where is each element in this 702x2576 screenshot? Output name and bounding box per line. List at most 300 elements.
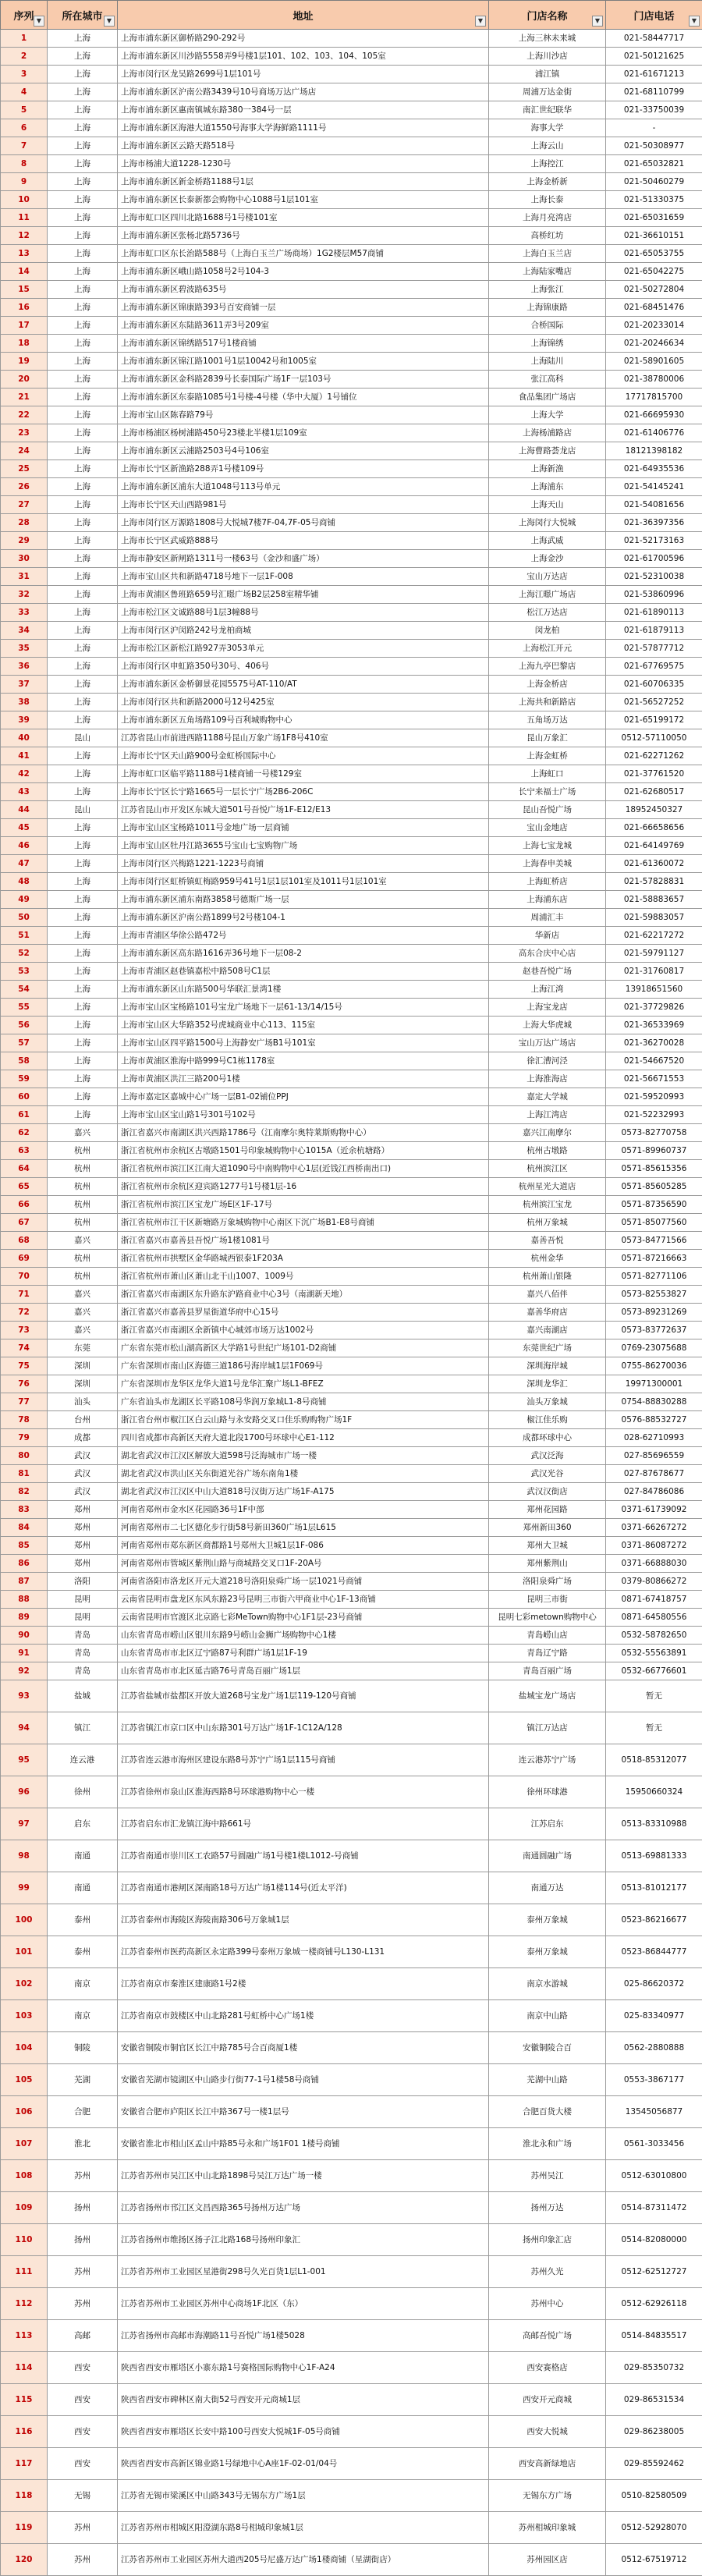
table-row[interactable] bbox=[1, 909, 702, 927]
cell-store-name[interactable]: 嘉定大学城 bbox=[489, 1088, 606, 1106]
table-row[interactable] bbox=[1, 1840, 702, 1872]
cell-store-phone[interactable]: 021-60706335 bbox=[606, 676, 702, 694]
cell-store-phone[interactable]: 021-67769575 bbox=[606, 658, 702, 676]
cell-city[interactable]: 芜湖 bbox=[48, 2064, 118, 2096]
cell-serial[interactable]: 20 bbox=[1, 371, 48, 389]
cell-store-name[interactable]: 赵巷吾悦广场 bbox=[489, 963, 606, 981]
table-row[interactable] bbox=[1, 1339, 702, 1357]
cell-city[interactable]: 镇江 bbox=[48, 1712, 118, 1744]
cell-city[interactable]: 上海 bbox=[48, 245, 118, 263]
cell-store-name[interactable]: 上海新渔 bbox=[489, 460, 606, 478]
cell-city[interactable]: 西安 bbox=[48, 2384, 118, 2416]
cell-store-phone[interactable]: 021-51330375 bbox=[606, 191, 702, 209]
cell-city[interactable]: 盐城 bbox=[48, 1680, 118, 1712]
cell-city[interactable]: 杭州 bbox=[48, 1268, 118, 1286]
cell-store-phone[interactable]: 0561-3033456 bbox=[606, 2128, 702, 2160]
cell-store-phone[interactable]: 021-65031659 bbox=[606, 209, 702, 227]
table-row[interactable] bbox=[1, 1645, 702, 1662]
cell-serial[interactable]: 54 bbox=[1, 981, 48, 999]
cell-store-phone[interactable]: 0571-85077560 bbox=[606, 1214, 702, 1232]
cell-store-phone[interactable]: 0512-62512727 bbox=[606, 2256, 702, 2288]
cell-serial[interactable]: 36 bbox=[1, 658, 48, 676]
table-row[interactable] bbox=[1, 801, 702, 819]
cell-store-phone[interactable]: 0514-87311472 bbox=[606, 2192, 702, 2224]
table-row[interactable] bbox=[1, 1936, 702, 1968]
filter-dropdown-icon[interactable]: ▼ bbox=[592, 16, 603, 27]
cell-store-name[interactable]: 苏州相城印象城 bbox=[489, 2512, 606, 2544]
cell-store-name[interactable]: 上海浦东店 bbox=[489, 891, 606, 909]
cell-store-phone[interactable]: 021-50121625 bbox=[606, 48, 702, 66]
cell-serial[interactable]: 94 bbox=[1, 1712, 48, 1744]
cell-serial[interactable]: 19 bbox=[1, 353, 48, 371]
cell-city[interactable]: 上海 bbox=[48, 622, 118, 640]
cell-city[interactable]: 南通 bbox=[48, 1872, 118, 1904]
cell-city[interactable]: 上海 bbox=[48, 406, 118, 424]
cell-store-phone[interactable]: 0532-66776601 bbox=[606, 1662, 702, 1680]
cell-store-name[interactable]: 上海控江 bbox=[489, 155, 606, 173]
cell-city[interactable]: 上海 bbox=[48, 137, 118, 155]
cell-store-name[interactable]: 上海大学 bbox=[489, 406, 606, 424]
table-row[interactable] bbox=[1, 263, 702, 281]
cell-store-name[interactable]: 张江高科 bbox=[489, 371, 606, 389]
cell-address[interactable]: 江苏省泰州市医药高新区永定路399号泰州万象城一楼商铺号L130-L131 bbox=[118, 1936, 489, 1968]
cell-address[interactable]: 江苏省苏州市相城区阳澄湖东路8号相城印象城1层 bbox=[118, 2512, 489, 2544]
cell-city[interactable]: 上海 bbox=[48, 1106, 118, 1124]
table-row[interactable] bbox=[1, 855, 702, 873]
cell-store-name[interactable]: 徐州环球港 bbox=[489, 1776, 606, 1808]
cell-address[interactable]: 湖北省武汉市江汉区中山大道818号汉街万达广场1F-A175 bbox=[118, 1483, 489, 1501]
cell-store-phone[interactable]: 021-52232993 bbox=[606, 1106, 702, 1124]
cell-address[interactable]: 上海市浦东新区沪南公路1899号2号楼104-1 bbox=[118, 909, 489, 927]
cell-city[interactable]: 昆明 bbox=[48, 1609, 118, 1627]
cell-address[interactable]: 上海市闵行区万源路1808号大悦城7楼7F-04,7F-05号商铺 bbox=[118, 514, 489, 532]
cell-city[interactable]: 昆山 bbox=[48, 801, 118, 819]
table-row[interactable] bbox=[1, 1322, 702, 1339]
table-row[interactable] bbox=[1, 2288, 702, 2320]
cell-store-name[interactable]: 周浦汇丰 bbox=[489, 909, 606, 927]
table-row[interactable] bbox=[1, 48, 702, 66]
cell-address[interactable]: 山东省青岛市市北区辽宁路87号利群广场1层1F-19 bbox=[118, 1645, 489, 1662]
cell-address[interactable]: 上海市宝山区大华路352号虎城商业中心113、115室 bbox=[118, 1017, 489, 1034]
cell-store-name[interactable]: 上海金沙 bbox=[489, 550, 606, 568]
cell-address[interactable]: 浙江省嘉兴市南湖区余新镇中心城郊市场万达1002号 bbox=[118, 1322, 489, 1339]
cell-city[interactable]: 嘉兴 bbox=[48, 1286, 118, 1304]
cell-address[interactable]: 上海市静安区新闸路1311号一楼63号（金沙和盛广场） bbox=[118, 550, 489, 568]
cell-store-name[interactable]: 杭州金华 bbox=[489, 1250, 606, 1268]
cell-store-phone[interactable]: 021-66658656 bbox=[606, 819, 702, 837]
table-row[interactable] bbox=[1, 945, 702, 963]
cell-serial[interactable]: 24 bbox=[1, 442, 48, 460]
cell-store-phone[interactable]: 0769-23075688 bbox=[606, 1339, 702, 1357]
table-row[interactable] bbox=[1, 532, 702, 550]
cell-city[interactable]: 上海 bbox=[48, 658, 118, 676]
cell-store-phone[interactable]: 021-20246634 bbox=[606, 335, 702, 353]
cell-store-phone[interactable]: 0518-85312077 bbox=[606, 1744, 702, 1776]
cell-store-phone[interactable]: 021-54667520 bbox=[606, 1052, 702, 1070]
cell-address[interactable]: 江苏省南京市鼓楼区中山北路281号虹桥中心广场1楼 bbox=[118, 2000, 489, 2032]
cell-serial[interactable]: 17 bbox=[1, 317, 48, 335]
table-row[interactable] bbox=[1, 1609, 702, 1627]
cell-store-phone[interactable]: 021-59791127 bbox=[606, 945, 702, 963]
cell-address[interactable]: 上海市长宁区天山路900号金虹桥国际中心 bbox=[118, 747, 489, 765]
cell-address[interactable]: 上海市浦东新区东陆路3611弄3号209室 bbox=[118, 317, 489, 335]
table-row[interactable] bbox=[1, 1712, 702, 1744]
cell-serial[interactable]: 95 bbox=[1, 1744, 48, 1776]
cell-city[interactable]: 苏州 bbox=[48, 2160, 118, 2192]
cell-serial[interactable]: 6 bbox=[1, 119, 48, 137]
cell-store-phone[interactable]: 021-56671553 bbox=[606, 1070, 702, 1088]
cell-address[interactable]: 上海市长宁区长宁路1665号一层长宁广场2B6-206C bbox=[118, 783, 489, 801]
cell-address[interactable]: 上海市浦东新区浦东南路3858号德斯广场一层 bbox=[118, 891, 489, 909]
cell-city[interactable]: 武汉 bbox=[48, 1465, 118, 1483]
cell-store-name[interactable]: 西安大悦城 bbox=[489, 2416, 606, 2448]
cell-city[interactable]: 上海 bbox=[48, 532, 118, 550]
cell-store-name[interactable]: 昆明七彩metown购物中心 bbox=[489, 1609, 606, 1627]
cell-serial[interactable]: 91 bbox=[1, 1645, 48, 1662]
cell-store-phone[interactable]: 028-62710993 bbox=[606, 1429, 702, 1447]
table-row[interactable] bbox=[1, 1429, 702, 1447]
cell-serial[interactable]: 22 bbox=[1, 406, 48, 424]
cell-store-name[interactable]: 郑州大卫城 bbox=[489, 1537, 606, 1555]
cell-address[interactable]: 上海市浦东新区云路天路518号 bbox=[118, 137, 489, 155]
cell-address[interactable]: 浙江省杭州市滨江区江南大道1090号中南购物中心1层(近钱江西桥南出口) bbox=[118, 1160, 489, 1178]
cell-city[interactable]: 上海 bbox=[48, 927, 118, 945]
cell-address[interactable]: 上海市闵行区沪闵路242号龙柏商城 bbox=[118, 622, 489, 640]
cell-serial[interactable]: 33 bbox=[1, 604, 48, 622]
table-row[interactable] bbox=[1, 2384, 702, 2416]
cell-store-phone[interactable]: 021-50460279 bbox=[606, 173, 702, 191]
cell-address[interactable]: 浙江省杭州市江干区新塘路万象城购物中心南区下沉广场B1-E8号商铺 bbox=[118, 1214, 489, 1232]
table-row[interactable] bbox=[1, 676, 702, 694]
table-row[interactable] bbox=[1, 658, 702, 676]
cell-city[interactable]: 西安 bbox=[48, 2416, 118, 2448]
cell-store-phone[interactable]: 021-36270028 bbox=[606, 1034, 702, 1052]
cell-city[interactable]: 嘉兴 bbox=[48, 1232, 118, 1250]
cell-store-phone[interactable]: 0371-61739092 bbox=[606, 1501, 702, 1519]
cell-store-name[interactable]: 成都环球中心 bbox=[489, 1429, 606, 1447]
cell-serial[interactable]: 55 bbox=[1, 999, 48, 1017]
cell-serial[interactable]: 51 bbox=[1, 927, 48, 945]
cell-serial[interactable]: 109 bbox=[1, 2192, 48, 2224]
cell-city[interactable]: 杭州 bbox=[48, 1142, 118, 1160]
cell-serial[interactable]: 15 bbox=[1, 281, 48, 299]
cell-address[interactable]: 上海市宝山区共和新路4718号地下一层1F-008 bbox=[118, 568, 489, 586]
cell-address[interactable]: 云南省昆明市官渡区北京路七彩MeTown购物中心1F1层-23号商铺 bbox=[118, 1609, 489, 1627]
cell-address[interactable]: 陕西省西安市雁塔区长安中路100号西安大悦城1F-05号商铺 bbox=[118, 2416, 489, 2448]
cell-store-phone[interactable]: 0573-89231269 bbox=[606, 1304, 702, 1322]
cell-store-phone[interactable]: 0573-83772637 bbox=[606, 1322, 702, 1339]
cell-store-name[interactable]: 深圳龙华汇 bbox=[489, 1375, 606, 1393]
cell-address[interactable]: 上海市虹口区临平路1188号1楼商铺一号楼129室 bbox=[118, 765, 489, 783]
cell-store-phone[interactable]: 暂无 bbox=[606, 1680, 702, 1712]
table-row[interactable] bbox=[1, 1627, 702, 1645]
cell-city[interactable]: 上海 bbox=[48, 783, 118, 801]
cell-address[interactable]: 上海市浦东新区东泰路1085号1号楼-4号楼（华中大厦）1号铺位 bbox=[118, 389, 489, 406]
cell-store-phone[interactable]: 0513-81012177 bbox=[606, 1872, 702, 1904]
cell-store-phone[interactable]: 021-59883057 bbox=[606, 909, 702, 927]
cell-city[interactable]: 上海 bbox=[48, 945, 118, 963]
cell-store-name[interactable]: 武汉汉街店 bbox=[489, 1483, 606, 1501]
cell-city[interactable]: 上海 bbox=[48, 909, 118, 927]
table-row[interactable] bbox=[1, 1214, 702, 1232]
cell-city[interactable]: 上海 bbox=[48, 155, 118, 173]
cell-city[interactable]: 上海 bbox=[48, 604, 118, 622]
cell-address[interactable]: 山东省青岛市市北区延吉路76号青岛百丽广场1层 bbox=[118, 1662, 489, 1680]
cell-address[interactable]: 江苏省昆山市开发区东城大道501号吾悦广场1F-E12/E13 bbox=[118, 801, 489, 819]
cell-serial[interactable]: 88 bbox=[1, 1591, 48, 1609]
cell-serial[interactable]: 56 bbox=[1, 1017, 48, 1034]
cell-serial[interactable]: 25 bbox=[1, 460, 48, 478]
table-row[interactable] bbox=[1, 1142, 702, 1160]
table-row[interactable] bbox=[1, 1680, 702, 1712]
cell-serial[interactable]: 116 bbox=[1, 2416, 48, 2448]
cell-store-phone[interactable]: 0371-66888030 bbox=[606, 1555, 702, 1573]
table-row[interactable] bbox=[1, 30, 702, 48]
table-row[interactable] bbox=[1, 1124, 702, 1142]
table-row[interactable] bbox=[1, 1178, 702, 1196]
cell-store-phone[interactable]: 18952450327 bbox=[606, 801, 702, 819]
cell-city[interactable]: 上海 bbox=[48, 30, 118, 48]
table-row[interactable] bbox=[1, 1483, 702, 1501]
cell-store-phone[interactable]: 0514-82080000 bbox=[606, 2224, 702, 2256]
cell-serial[interactable]: 102 bbox=[1, 1968, 48, 2000]
cell-address[interactable]: 上海市浦东新区长泰新都会购物中心1088号1层101室 bbox=[118, 191, 489, 209]
table-row[interactable] bbox=[1, 1555, 702, 1573]
cell-city[interactable]: 扬州 bbox=[48, 2192, 118, 2224]
cell-address[interactable]: 浙江省杭州市余杭区迎宾路1277号1号楼1层-16 bbox=[118, 1178, 489, 1196]
cell-store-phone[interactable]: 021-52310038 bbox=[606, 568, 702, 586]
cell-address[interactable]: 上海市青浦区华徐公路472号 bbox=[118, 927, 489, 945]
cell-serial[interactable]: 40 bbox=[1, 729, 48, 747]
cell-address[interactable]: 四川省成都市高新区天府大道北段1700号环球中心E1-112 bbox=[118, 1429, 489, 1447]
cell-store-phone[interactable]: 021-36397356 bbox=[606, 514, 702, 532]
cell-city[interactable]: 上海 bbox=[48, 837, 118, 855]
cell-serial[interactable]: 118 bbox=[1, 2480, 48, 2512]
cell-store-phone[interactable]: 13545056877 bbox=[606, 2096, 702, 2128]
cell-serial[interactable]: 115 bbox=[1, 2384, 48, 2416]
cell-city[interactable]: 嘉兴 bbox=[48, 1322, 118, 1339]
cell-serial[interactable]: 75 bbox=[1, 1357, 48, 1375]
table-row[interactable] bbox=[1, 1017, 702, 1034]
cell-city[interactable]: 上海 bbox=[48, 568, 118, 586]
table-row[interactable] bbox=[1, 1591, 702, 1609]
cell-store-phone[interactable]: 021-38780006 bbox=[606, 371, 702, 389]
cell-city[interactable]: 青岛 bbox=[48, 1627, 118, 1645]
cell-store-phone[interactable]: 027-85696559 bbox=[606, 1447, 702, 1465]
table-row[interactable] bbox=[1, 1393, 702, 1411]
cell-address[interactable]: 上海市浦东新区锦江路1001号1层10042号和1005室 bbox=[118, 353, 489, 371]
cell-store-phone[interactable]: 0571-85615356 bbox=[606, 1160, 702, 1178]
cell-store-phone[interactable]: 19971300001 bbox=[606, 1375, 702, 1393]
cell-store-phone[interactable]: 0514-84835517 bbox=[606, 2320, 702, 2352]
cell-address[interactable]: 上海市浦东新区山东路500号华联汇景湾1楼 bbox=[118, 981, 489, 999]
cell-address[interactable]: 河南省郑州市金水区花园路36号1F中部 bbox=[118, 1501, 489, 1519]
cell-serial[interactable]: 119 bbox=[1, 2512, 48, 2544]
cell-city[interactable]: 上海 bbox=[48, 66, 118, 83]
cell-city[interactable]: 上海 bbox=[48, 191, 118, 209]
cell-store-phone[interactable]: 021-61700596 bbox=[606, 550, 702, 568]
cell-serial[interactable]: 108 bbox=[1, 2160, 48, 2192]
cell-store-phone[interactable]: 021-61879113 bbox=[606, 622, 702, 640]
cell-serial[interactable]: 3 bbox=[1, 66, 48, 83]
cell-store-phone[interactable]: 021-53860996 bbox=[606, 586, 702, 604]
cell-store-name[interactable]: 南汇世纪联华 bbox=[489, 101, 606, 119]
cell-address[interactable]: 上海市闵行区申虹路350号30号、406号 bbox=[118, 658, 489, 676]
cell-city[interactable]: 杭州 bbox=[48, 1196, 118, 1214]
cell-serial[interactable]: 112 bbox=[1, 2288, 48, 2320]
cell-store-phone[interactable]: 021-64935536 bbox=[606, 460, 702, 478]
cell-store-phone[interactable]: 021-65042275 bbox=[606, 263, 702, 281]
cell-city[interactable]: 上海 bbox=[48, 173, 118, 191]
cell-address[interactable]: 江苏省无锡市梁溪区中山路343号无锡东方广场1层 bbox=[118, 2480, 489, 2512]
cell-serial[interactable]: 71 bbox=[1, 1286, 48, 1304]
cell-city[interactable]: 上海 bbox=[48, 981, 118, 999]
cell-store-name[interactable]: 泰州万象城 bbox=[489, 1904, 606, 1936]
cell-store-name[interactable]: 高东合庆中心店 bbox=[489, 945, 606, 963]
cell-store-phone[interactable]: 021-57877712 bbox=[606, 640, 702, 658]
cell-store-phone[interactable]: 15950660324 bbox=[606, 1776, 702, 1808]
cell-city[interactable]: 上海 bbox=[48, 371, 118, 389]
cell-store-phone[interactable]: 029-85350732 bbox=[606, 2352, 702, 2384]
cell-store-name[interactable]: 苏州久光 bbox=[489, 2256, 606, 2288]
cell-serial[interactable]: 87 bbox=[1, 1573, 48, 1591]
cell-store-phone[interactable]: 021-57828831 bbox=[606, 873, 702, 891]
header-store-name[interactable]: 门店名称 ▼ bbox=[489, 1, 606, 30]
cell-city[interactable]: 上海 bbox=[48, 819, 118, 837]
cell-address[interactable]: 上海市浦东新区川沙路5558弄9号楼1层101、102、103、104、105室 bbox=[118, 48, 489, 66]
cell-city[interactable]: 杭州 bbox=[48, 1160, 118, 1178]
cell-store-phone[interactable]: 021-58883657 bbox=[606, 891, 702, 909]
cell-store-phone[interactable]: 021-65199172 bbox=[606, 711, 702, 729]
cell-store-phone[interactable]: 021-61671213 bbox=[606, 66, 702, 83]
cell-city[interactable]: 上海 bbox=[48, 442, 118, 460]
table-row[interactable] bbox=[1, 1501, 702, 1519]
cell-store-phone[interactable]: 025-86620372 bbox=[606, 1968, 702, 2000]
cell-serial[interactable]: 28 bbox=[1, 514, 48, 532]
cell-serial[interactable]: 38 bbox=[1, 694, 48, 711]
cell-store-phone[interactable]: 13918651560 bbox=[606, 981, 702, 999]
cell-store-name[interactable]: 浦江镇 bbox=[489, 66, 606, 83]
cell-store-phone[interactable]: 021-62680517 bbox=[606, 783, 702, 801]
cell-store-phone[interactable]: 0532-58782650 bbox=[606, 1627, 702, 1645]
cell-serial[interactable]: 90 bbox=[1, 1627, 48, 1645]
cell-store-phone[interactable]: 0523-86844777 bbox=[606, 1936, 702, 1968]
table-row[interactable] bbox=[1, 568, 702, 586]
cell-store-phone[interactable]: 0553-3867177 bbox=[606, 2064, 702, 2096]
cell-store-phone[interactable]: 0513-83310988 bbox=[606, 1808, 702, 1840]
cell-address[interactable]: 上海市松江区文诚路88号1层3幢88号 bbox=[118, 604, 489, 622]
cell-city[interactable]: 无锡 bbox=[48, 2480, 118, 2512]
cell-serial[interactable]: 21 bbox=[1, 389, 48, 406]
cell-address[interactable]: 上海市浦东新区浦东大道1048号113号单元 bbox=[118, 478, 489, 496]
cell-address[interactable]: 江苏省南通市崇川区工农路57号圆融广场1号楼1楼L1012-号商铺 bbox=[118, 1840, 489, 1872]
cell-store-name[interactable]: 上海七宝龙城 bbox=[489, 837, 606, 855]
cell-address[interactable]: 上海市浦东新区锦绣路517号1楼商铺 bbox=[118, 335, 489, 353]
table-row[interactable] bbox=[1, 2256, 702, 2288]
table-row[interactable] bbox=[1, 1052, 702, 1070]
cell-city[interactable]: 扬州 bbox=[48, 2224, 118, 2256]
table-row[interactable] bbox=[1, 1776, 702, 1808]
cell-serial[interactable]: 46 bbox=[1, 837, 48, 855]
cell-city[interactable]: 上海 bbox=[48, 101, 118, 119]
cell-serial[interactable]: 53 bbox=[1, 963, 48, 981]
cell-store-name[interactable]: 嘉兴南湖店 bbox=[489, 1322, 606, 1339]
cell-city[interactable]: 上海 bbox=[48, 227, 118, 245]
table-row[interactable] bbox=[1, 1088, 702, 1106]
cell-city[interactable]: 合肥 bbox=[48, 2096, 118, 2128]
cell-address[interactable]: 陕西省西安市高新区锦业路1号绿地中心A座1F-02-01/04号 bbox=[118, 2448, 489, 2480]
cell-serial[interactable]: 43 bbox=[1, 783, 48, 801]
cell-store-name[interactable]: 武汉光谷 bbox=[489, 1465, 606, 1483]
filter-dropdown-icon[interactable]: ▼ bbox=[475, 16, 486, 27]
cell-store-name[interactable]: 长宁来福士广场 bbox=[489, 783, 606, 801]
cell-city[interactable]: 上海 bbox=[48, 891, 118, 909]
cell-city[interactable]: 上海 bbox=[48, 83, 118, 101]
cell-store-name[interactable]: 上海春申美城 bbox=[489, 855, 606, 873]
cell-store-name[interactable]: 上海三林未来城 bbox=[489, 30, 606, 48]
cell-serial[interactable]: 82 bbox=[1, 1483, 48, 1501]
cell-store-name[interactable]: 椒江佳乐购 bbox=[489, 1411, 606, 1429]
cell-address[interactable]: 上海市浦东新区惠南镇城东路380一384号一层 bbox=[118, 101, 489, 119]
cell-address[interactable]: 江苏省镇江市京口区中山东路301号万达广场1F-1C12A/128 bbox=[118, 1712, 489, 1744]
cell-store-phone[interactable]: 021-68451476 bbox=[606, 299, 702, 317]
cell-address[interactable]: 上海市宝山区陈春路79号 bbox=[118, 406, 489, 424]
cell-store-phone[interactable]: 0573-82553827 bbox=[606, 1286, 702, 1304]
table-row[interactable] bbox=[1, 1904, 702, 1936]
cell-store-name[interactable]: 上海浦东 bbox=[489, 478, 606, 496]
cell-city[interactable]: 洛阳 bbox=[48, 1573, 118, 1591]
table-row[interactable] bbox=[1, 137, 702, 155]
filter-dropdown-icon[interactable]: ▼ bbox=[104, 16, 115, 27]
cell-address[interactable]: 上海市松江区新松江路927弄3053单元 bbox=[118, 640, 489, 658]
cell-store-phone[interactable]: 021-50308977 bbox=[606, 137, 702, 155]
cell-store-phone[interactable]: 021-66695930 bbox=[606, 406, 702, 424]
cell-store-name[interactable]: 无锡东方广场 bbox=[489, 2480, 606, 2512]
cell-serial[interactable]: 74 bbox=[1, 1339, 48, 1357]
cell-city[interactable]: 昆山 bbox=[48, 729, 118, 747]
cell-serial[interactable]: 9 bbox=[1, 173, 48, 191]
table-row[interactable] bbox=[1, 496, 702, 514]
table-row[interactable] bbox=[1, 335, 702, 353]
cell-store-phone[interactable]: 18121398182 bbox=[606, 442, 702, 460]
table-row[interactable] bbox=[1, 227, 702, 245]
cell-store-name[interactable]: 泰州万象城 bbox=[489, 1936, 606, 1968]
cell-address[interactable]: 广东省东莞市松山湖高新区大学路1号世纪广场101-D2商铺 bbox=[118, 1339, 489, 1357]
table-row[interactable] bbox=[1, 478, 702, 496]
cell-address[interactable]: 浙江省嘉兴市南湖区洪兴西路1786号（江南摩尔奥特莱斯购物中心） bbox=[118, 1124, 489, 1142]
cell-store-name[interactable]: 南通万达 bbox=[489, 1872, 606, 1904]
cell-address[interactable]: 浙江省台州市椒江区白云山路与永安路交叉口佳乐购购物广场1F bbox=[118, 1411, 489, 1429]
cell-city[interactable]: 东莞 bbox=[48, 1339, 118, 1357]
table-row[interactable] bbox=[1, 1160, 702, 1178]
cell-store-name[interactable]: 南京水游城 bbox=[489, 1968, 606, 2000]
cell-serial[interactable]: 11 bbox=[1, 209, 48, 227]
cell-serial[interactable]: 32 bbox=[1, 586, 48, 604]
cell-store-name[interactable]: 洛阳泉舜广场 bbox=[489, 1573, 606, 1591]
table-row[interactable] bbox=[1, 729, 702, 747]
cell-store-name[interactable]: 西安高新绿地店 bbox=[489, 2448, 606, 2480]
cell-store-name[interactable]: 宝山万达店 bbox=[489, 568, 606, 586]
cell-city[interactable]: 南京 bbox=[48, 1968, 118, 2000]
table-row[interactable] bbox=[1, 2512, 702, 2544]
cell-city[interactable]: 上海 bbox=[48, 424, 118, 442]
cell-city[interactable]: 上海 bbox=[48, 586, 118, 604]
table-row[interactable] bbox=[1, 1375, 702, 1393]
cell-city[interactable]: 高邮 bbox=[48, 2320, 118, 2352]
cell-city[interactable]: 上海 bbox=[48, 1088, 118, 1106]
table-row[interactable] bbox=[1, 2032, 702, 2064]
cell-city[interactable]: 南京 bbox=[48, 2000, 118, 2032]
